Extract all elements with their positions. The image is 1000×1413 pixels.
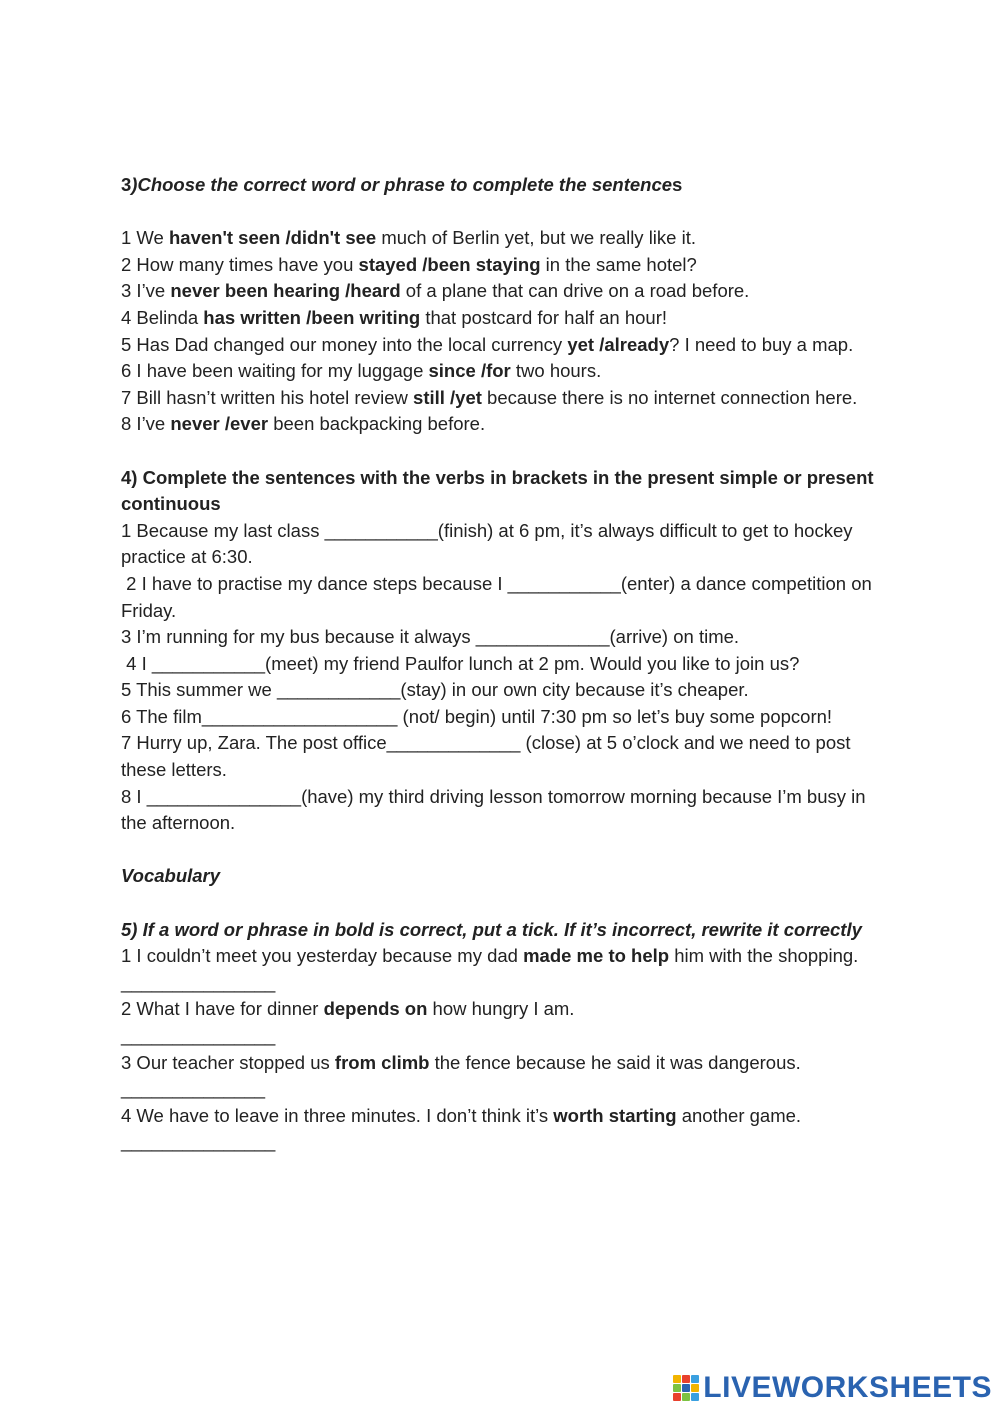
section3-title-number: 3 bbox=[121, 174, 132, 195]
item-text: been backpacking before. bbox=[268, 413, 486, 435]
s4-item-6 bbox=[121, 704, 881, 731]
spacer bbox=[121, 890, 881, 917]
section4-title: 4) Complete the sentences with the verbs in brackets in the present simple or present continuous bbox=[121, 466, 874, 515]
choice-options[interactable]: still /yet bbox=[413, 386, 482, 408]
item-text: 3 I’m running for my bus because it always bbox=[121, 626, 476, 648]
s3-item-3 bbox=[121, 278, 881, 305]
s5-item-4 bbox=[121, 1103, 881, 1130]
item-text: 2 What I have for dinner bbox=[121, 998, 324, 1020]
s3-item-4 bbox=[121, 305, 881, 332]
choice-options[interactable]: since /for bbox=[428, 360, 511, 382]
item-text: 8 I’ve bbox=[121, 413, 171, 435]
logo-text: LIVEWORKSHEETS bbox=[703, 1371, 992, 1404]
answer-line[interactable]: ______________ bbox=[121, 1078, 266, 1100]
answer-blank[interactable]: _____________ bbox=[386, 732, 521, 754]
item-text: 1 I couldn’t meet you yesterday because my dad bbox=[121, 945, 524, 967]
spacer bbox=[121, 438, 881, 465]
logo-grid-icon bbox=[673, 1375, 699, 1401]
s3-item-1 bbox=[121, 225, 881, 252]
item-text: 2 How many times have you bbox=[121, 253, 359, 275]
s5-item-2 bbox=[121, 996, 881, 1023]
answer-blank[interactable]: ___________________ bbox=[201, 705, 398, 727]
item-text: that postcard for half an hour! bbox=[420, 306, 668, 328]
s4-item-1 bbox=[121, 518, 881, 571]
item-text: much of Berlin yet, but we really like it. bbox=[376, 227, 696, 249]
spacer bbox=[121, 837, 881, 864]
item-text: the fence because he said it was dangerous. bbox=[429, 1051, 801, 1073]
bold-phrase: from climb bbox=[334, 1051, 430, 1073]
item-text: 4 I bbox=[121, 652, 152, 674]
item-text: of a plane that can drive on a road before. bbox=[400, 280, 750, 302]
item-text: 3 Our teacher stopped us bbox=[121, 1051, 335, 1073]
s4-item-8 bbox=[121, 784, 881, 837]
item-text: 6 I have been waiting for my luggage bbox=[121, 360, 429, 382]
item-text: 7 Bill hasn’t written his hotel review bbox=[121, 386, 414, 408]
item-text: 3 I’ve bbox=[121, 280, 171, 302]
answer-line[interactable]: _______________ bbox=[121, 1131, 276, 1153]
s4-item-5 bbox=[121, 677, 881, 704]
item-text: (stay) in our own city because it’s cheaper. bbox=[400, 679, 749, 701]
answer-blank[interactable]: ____________ bbox=[276, 679, 401, 701]
s3-item-8 bbox=[121, 411, 881, 438]
item-text: 2 I have to practise my dance steps because I bbox=[121, 572, 508, 594]
answer-blank[interactable]: ___________ bbox=[151, 652, 266, 674]
s4-item-3 bbox=[121, 624, 881, 651]
answer-blank[interactable]: _____________ bbox=[475, 626, 610, 648]
choice-options[interactable]: yet /already bbox=[567, 333, 670, 355]
item-text: 8 I bbox=[121, 785, 147, 807]
item-text: (enter) a dance competition on Friday. bbox=[121, 572, 872, 621]
item-text: because there is no internet connection here. bbox=[481, 386, 858, 408]
s3-item-5 bbox=[121, 332, 881, 359]
item-text: 4 We have to leave in three minutes. I don’t think it’s bbox=[121, 1104, 554, 1126]
section5-title: 5) If a word or phrase in bold is correct, put a tick. If it’s incorrect, rewrite it correctly bbox=[121, 918, 862, 940]
s3-item-6 bbox=[121, 358, 881, 385]
item-text: 6 The film bbox=[121, 705, 202, 727]
liveworksheets-logo bbox=[673, 1371, 992, 1405]
s3-item-2 bbox=[121, 252, 881, 279]
spacer bbox=[121, 199, 881, 226]
bold-phrase: depends on bbox=[323, 998, 428, 1020]
answer-blank[interactable]: _______________ bbox=[146, 785, 302, 807]
vocabulary-heading: Vocabulary bbox=[121, 865, 221, 887]
s4-item-4 bbox=[121, 651, 881, 678]
s5-item-1 bbox=[121, 943, 881, 970]
section3-title-text: )Choose the correct word or phrase to complete the sentence bbox=[131, 174, 673, 195]
item-text: (not/ begin) until 7:30 pm so let’s buy some popcorn! bbox=[397, 705, 833, 727]
choice-options[interactable]: never /ever bbox=[170, 413, 269, 435]
item-text: ? I need to buy a map. bbox=[669, 333, 854, 355]
answer-blank[interactable]: ___________ bbox=[324, 519, 438, 541]
choice-options[interactable]: stayed /been staying bbox=[358, 253, 541, 275]
section3-title bbox=[121, 172, 881, 199]
item-text: 5 This summer we bbox=[121, 679, 277, 701]
item-text: how hungry I am. bbox=[427, 998, 575, 1020]
section3-title-end: s bbox=[672, 174, 683, 195]
bold-phrase: made me to help bbox=[523, 945, 670, 967]
item-text: 7 Hurry up, Zara. The post office bbox=[121, 732, 387, 754]
item-text: him with the shopping. bbox=[669, 945, 859, 967]
s4-item-2 bbox=[121, 571, 881, 624]
item-text: two hours. bbox=[510, 360, 602, 382]
item-text: (arrive) on time. bbox=[609, 626, 740, 648]
item-text: 4 Belinda bbox=[121, 306, 204, 328]
item-text: 5 Has Dad changed our money into the local currency bbox=[121, 333, 568, 355]
s5-item-3 bbox=[121, 1050, 881, 1077]
item-text: (have) my third driving lesson tomorrow morning because I’m busy in the afternoon. bbox=[121, 785, 866, 834]
choice-options[interactable]: never been hearing /heard bbox=[170, 280, 401, 302]
item-text: (finish) at 6 pm, it’s always difficult to get to hockey practice at 6:30. bbox=[121, 519, 853, 568]
item-text: (close) at 5 o’clock and we need to post these letters. bbox=[121, 732, 851, 781]
answer-line[interactable]: _______________ bbox=[121, 1025, 276, 1046]
item-text: 1 Because my last class bbox=[121, 519, 325, 541]
s3-item-7 bbox=[121, 385, 881, 412]
answer-line[interactable]: _______________ bbox=[121, 971, 276, 993]
worksheet bbox=[121, 172, 881, 1156]
s4-item-7 bbox=[121, 730, 881, 783]
item-text: (meet) my friend Paulfor lunch at 2 pm. Would you like to join us? bbox=[265, 652, 800, 674]
item-text: in the same hotel? bbox=[540, 253, 697, 275]
answer-blank[interactable]: ___________ bbox=[507, 572, 621, 594]
item-text: 1 We bbox=[121, 227, 169, 249]
choice-options[interactable]: has written /been writing bbox=[203, 306, 421, 328]
item-text: another game. bbox=[676, 1104, 802, 1126]
bold-phrase: worth starting bbox=[553, 1104, 677, 1126]
choice-options[interactable]: haven't seen /didn't see bbox=[168, 227, 377, 249]
